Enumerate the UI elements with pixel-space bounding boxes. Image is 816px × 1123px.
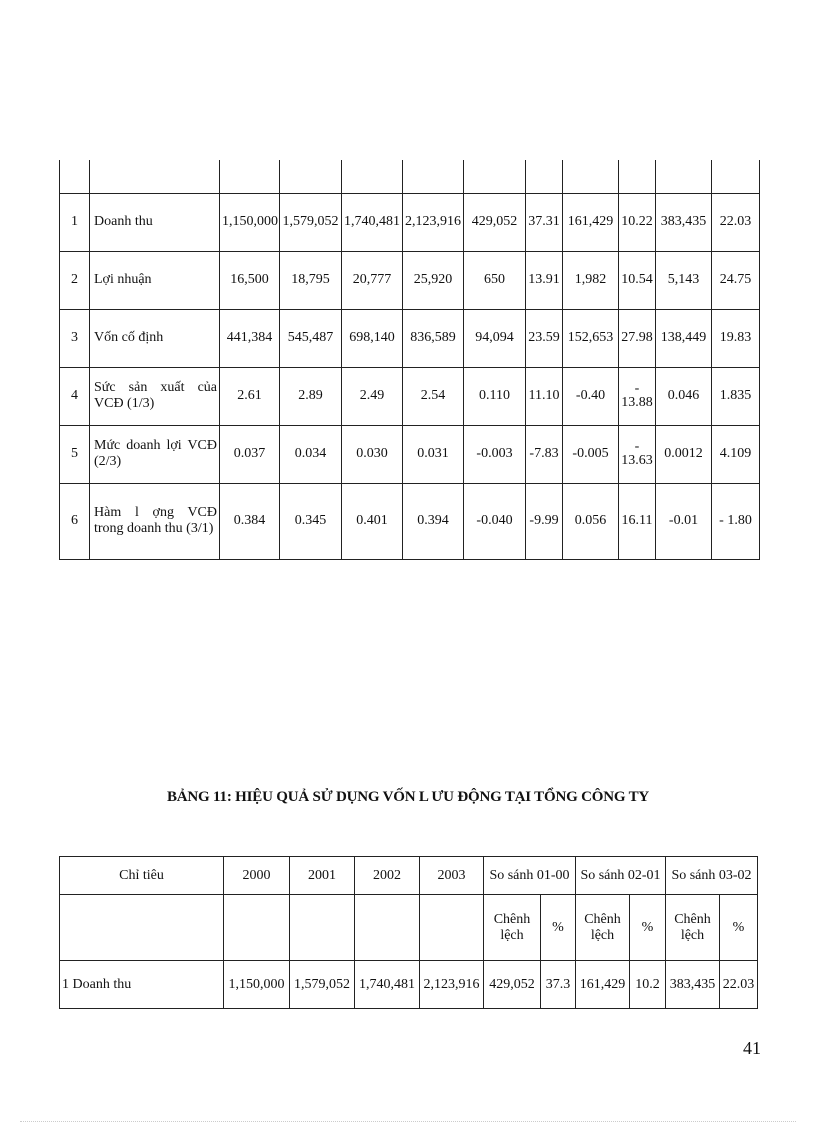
table-row-header-continued — [60, 160, 760, 193]
col-header-2002: 2002 — [355, 857, 420, 895]
col-header-2001: 2001 — [290, 857, 355, 895]
table-row: 1 Doanh thu 1,150,000 1,579,052 1,740,481 2,123,916 429,052 37.3 161,429 10.2 383,435 22.03 — [60, 961, 758, 1009]
table-row: 3 Vốn cố định 441,384 545,487 698,140 836,589 94,094 23.59 152,653 27.98 138,449 19.83 — [60, 309, 760, 367]
col-header-ss0201: So sánh 02-01 — [576, 857, 666, 895]
table-row: 6 Hàm l ợng VCĐ trong doanh thu (3/1) 0.384 0.345 0.401 0.394 -0.040 -9.99 0.056 16.11 -0.01 - 1.80 — [60, 483, 760, 559]
col-header-ss0100: So sánh 01-00 — [484, 857, 576, 895]
table-row: 1 Doanh thu 1,150,000 1,579,052 1,740,481 2,123,916 429,052 37.31 161,429 10.22 383,435 22.03 — [60, 193, 760, 251]
table-vcd-efficiency — [59, 160, 760, 560]
col-header-ss0302: So sánh 03-02 — [666, 857, 758, 895]
col-header-2000: 2000 — [224, 857, 290, 895]
table-subheader-row: Chênh lệch % Chênh lệch % Chênh lệch % — [60, 895, 758, 961]
col-header-chitieu: Chỉ tiêu — [60, 857, 224, 895]
table-vld-efficiency — [59, 856, 758, 1009]
table-row: 4 Sức sản xuất của VCĐ (1/3) 2.61 2.89 2.49 2.54 0.110 11.10 -0.40 - 13.88 0.046 1.835 — [60, 367, 760, 425]
table-row: 2 Lợi nhuận 16,500 18,795 20,777 25,920 650 13.91 1,982 10.54 5,143 24.75 — [60, 251, 760, 309]
table-header-row — [60, 857, 758, 895]
page-number: 41 — [743, 1038, 761, 1058]
col-header-2003: 2003 — [420, 857, 484, 895]
page-bottom-divider — [20, 1121, 796, 1122]
table-title: BẢNG 11: HIỆU QUẢ SỬ DỤNG VỐN L ƯU ĐỘNG TẠI TỔNG CÔNG TY — [166, 789, 650, 805]
table-row: 5 Mức doanh lợi VCĐ (2/3) 0.037 0.034 0.030 0.031 -0.003 -7.83 -0.005 - 13.63 0.0012 4.109 — [60, 425, 760, 483]
